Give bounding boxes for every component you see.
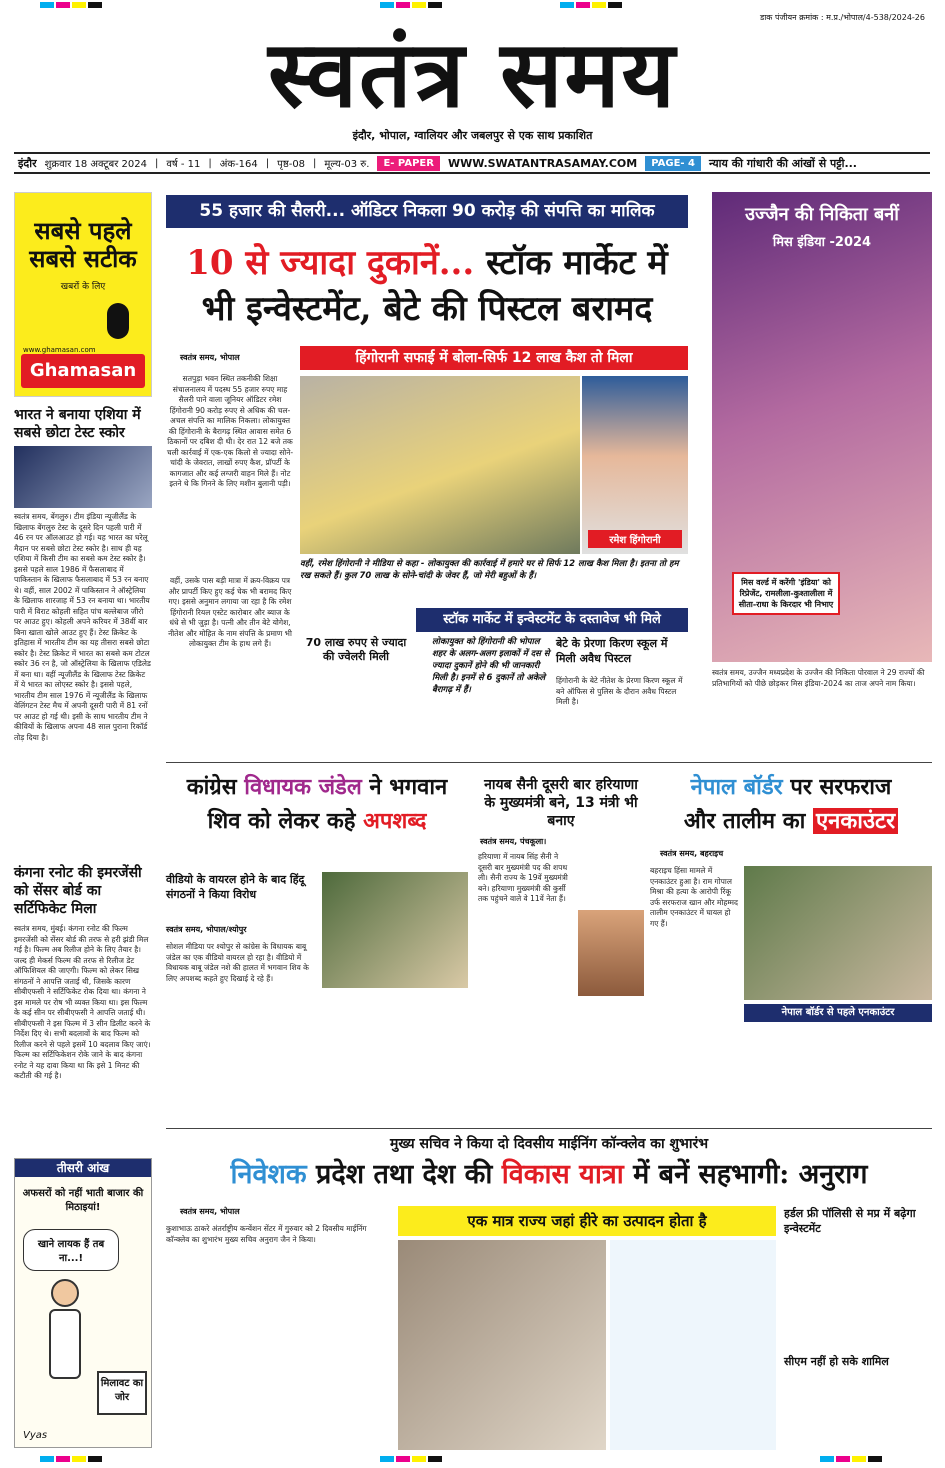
teaser: न्याय की गांधारी की आंखों से पट्टी... <box>709 156 857 170</box>
photo-label: रमेश हिंगोरानी <box>588 530 682 548</box>
pistol-headline: बेटे के प्रेरणा किरण स्कूल में मिली अवैध पिस्टल <box>556 637 668 665</box>
lead-headline-line2: भी इन्वेस्टमेंट, बेटे की पिस्टल बरामद <box>201 289 653 329</box>
mining-side-headline-2: सीएम नहीं हो सके शामिल <box>784 1355 889 1368</box>
kangana-body: स्वतंत्र समय, मुंबई। कंगना रनोट की फिल्म इमरजेंसी को सेंसर बोर्ड की तरफ से हरी झंडी मिल गई है। फिल्म अब रिलीज होने के लिए तैयार है। जल्द ही मेकर्स फिल्म की तरफ से रिलीज डेट ऑफिशियल की जाएगी। फिल्म को लेकर सिख संगठनों ने आपत्ति जताई थी, जिसके कारण सीबीएफसी ने सर्टिफिकेट रोक दिया था। कंगना ने इस मामले पर रोष भी व्यक्त किया था। इस फिल्म के कई सीन पर सीबीएफसी ने आपत्ति जताई थी। सीबीएफसी ने इस फिल्म में 3 सीन डिलीट करने के निर्देश दिए थे। सभी बदलावों के बाद फिल्म को रिलीज करने से पहले इसमें 10 बदलाव किए जाएं। फिल्म का सर्टिफिकेशन रोके जाने के बाद कंगना रनोट ने यह दावा किया था कि इसे 1 मिनट की कटौती की गई है। <box>14 924 151 1080</box>
miss-callout: मिस वर्ल्ड में करेंगी 'इंडिया' को रिप्रेजेंट, रामलीला-कुश्तालीला में सीता-राधा के किरदार भी निभाए <box>732 572 840 615</box>
lead-body-2: वहीं, उसके पास बड़ी मात्रा में क्रय-विक्रय पत्र और प्रापर्टी किए हुए कई चेक भी बरामद किए गए। इससे अनुमान लगाया जा रहा है कि रमेश हिंगोरानी रियल एस्टेट कारोबार और ब्याज के धंधे से भी जुड़ा है। पत्नी और तीन बेटे योगेश, नीतेश और मोहित के नाम संपत्ति के प्रमाण भी लोकायुक्त टीम के हाथ लगे हैं। <box>168 576 292 648</box>
nepal-byline: स्वतंत्र समय, बहराइच <box>660 849 724 858</box>
city: इंदौर <box>18 156 37 170</box>
hingorani-photo <box>582 376 688 554</box>
mining-h-b: प्रदेश तथा देश की <box>316 1159 493 1190</box>
divider <box>166 762 932 763</box>
divider-2 <box>166 1128 932 1129</box>
cricket-headline: भारत ने बनाया एशिया में सबसे छोटा टेस्ट स्कोर <box>14 407 141 441</box>
mining-kicker: मुख्य सचिव ने किया दो दिवसीय माईनिंग कॉन्क्लेव का शुभारंभ <box>389 1136 709 1152</box>
congress-h-a: कांग्रेस <box>186 774 237 800</box>
footer-registration-strip <box>0 1456 945 1464</box>
cartoon-title: तीसरी आंख <box>15 1159 151 1177</box>
adulteration-box: मिलावट का जोर <box>97 1371 147 1415</box>
mouse-icon <box>107 303 129 339</box>
mining-byline: स्वतंत्र समय, भोपाल <box>180 1207 240 1216</box>
nepal-body: बहराइच हिंसा मामले में एनकाउंटर हुआ है। राम गोपाल मिश्रा की हत्या के आरोपी रिंकू उर्फ सरफराज खान और मोहम्मद तालीम एनकाउंटर में घायल हो गए हैं। <box>650 866 739 928</box>
mining-side-headline: हर्डल फ्री पॉलिसी से मप्र में बढ़ेगा इन्वेस्टमेंट <box>784 1207 916 1235</box>
miss-title: उज्जैन की निकिता बनीं <box>745 204 899 225</box>
saini-photo <box>578 910 644 996</box>
mining-h-a: निवेशक <box>230 1159 307 1190</box>
website-url[interactable]: WWW.SWATANTRASAMAY.COM <box>447 156 638 170</box>
nepal-h-c: और तालीम का <box>683 808 806 834</box>
tagline: इंदौर, भोपाल, ग्वालियर और जबलपुर से एक साथ प्रकाशित <box>352 129 593 142</box>
nepal-headline <box>650 770 932 838</box>
price: मूल्य-03 रु. <box>324 159 370 170</box>
congress-h-d: शिव को लेकर कहे <box>207 808 356 834</box>
congress-byline: स्वतंत्र समय, भोपाल/श्योपुर <box>166 925 247 934</box>
mining-h-d: में बनें सहभागी: अनुराग <box>633 1159 868 1190</box>
nepal-h-b: पर सरफराज <box>790 774 892 800</box>
congress-h-e: अपशब्द <box>363 808 427 834</box>
raid-photo <box>300 376 580 554</box>
pages: पृष्ठ-08 <box>277 159 306 170</box>
congress-h-b: विधायक जंडेल <box>244 774 362 800</box>
miss-india-card <box>712 192 932 662</box>
congress-sub: वीडियो के वायरल होने के बाद हिंदू संगठनों ने किया विरोध <box>166 873 305 901</box>
lead-caption: वहीं, रमेश हिंगोरानी ने मीडिया से कहा - लोकायुक्त की कार्रवाई में हमारे घर से सिर्फ 12 लाख कैश मिला है। इतना तो हम रख सकते हैं। कुल 70 लाख के सोने-चांदी के जेवर हैं, जो मेरी बहुओं के हैं। <box>300 559 679 581</box>
saini-body: हरियाणा में नायब सिंह सैनी ने दूसरी बार मुख्यमंत्री पद की शपथ ली। सैनी राज्य के 19वें मुख्यमंत्री बने। हरियाणा मुख्यमंत्री की कुर्सी तक पहुंचने वाले वे 11वें नेता हैं। <box>478 852 568 903</box>
postal-registration: डाक पंजीयन क्रमांक : म.प्र./भोपाल/4-538/2024-26 <box>759 13 925 22</box>
jewel-box: 70 लाख रुपए से ज्यादा की ज्वेलरी मिली <box>305 636 407 663</box>
issue: अंक-164 <box>219 159 258 170</box>
ad-headline-1: सबसे पहले <box>34 216 132 245</box>
pistol-body: हिंगोरानी के बेटे नीतेश के प्रेरणा किरण स्कूल में बने ऑफिस से पुलिस के दौरान अवैध पिस्टल मिली है। <box>556 676 683 706</box>
nepal-photo <box>744 866 932 1000</box>
lead-headline <box>166 240 688 332</box>
year: वर्ष - 11 <box>166 159 201 170</box>
congress-h-c: ने भगवान <box>369 774 448 800</box>
lead-kicker: 55 हजार की सैलरी... ऑडिटर निकला 90 करोड़ की संपत्ति का मालिक <box>166 195 688 228</box>
nepal-photo-caption: नेपाल बॉर्डर से पहले एनकाउंटर <box>744 1004 932 1022</box>
diamond-bar: एक मात्र राज्य जहां हीरे का उत्पादन होता है <box>398 1206 776 1236</box>
speech-bubble: खाने लायक हैं तब ना...! <box>23 1229 119 1271</box>
lead-headline-red: 10 से ज्यादा दुकानें... <box>186 243 475 283</box>
cartoon-caption: अफसरों को नहीं भाती बाजार की मिठाइयां! <box>22 1188 144 1213</box>
cartoonist-signature: Vyas <box>23 1430 48 1441</box>
dateline-bar: इंदौर शुक्रवार 18 अक्टूबर 2024 | वर्ष - 11 | अंक-164 | पृष्ठ-08 | मूल्य-03 रु. E- PAPER WWW.SWATANTRASAMAY.COM PAGE- 4 न्याय की गांधारी की आंखों से पट्टी... <box>14 152 930 174</box>
cartoon-panel <box>14 1158 152 1448</box>
saini-headline: नायब सैनी दूसरी बार हरियाणा के मुख्यमंत्री बने, 13 मंत्री भी बनाए <box>484 777 638 829</box>
congress-headline <box>166 770 468 838</box>
congress-body: सोशल मीडिया पर श्योपुर से कांग्रेस के विधायक बाबू जंडेल का एक वीडियो वायरल हो रहा है। वीडियो में विधायक बाबू जंडेल नशे की हालत में भगवान शिव के लिए अपशब्द कहते हुए दिखाई दे रहे हैं। <box>166 942 309 983</box>
lead-byline: स्वतंत्र समय, भोपाल <box>180 353 240 362</box>
ghamasan-ad[interactable] <box>14 192 152 397</box>
epaper-badge: E- PAPER <box>377 156 439 171</box>
man-figure-icon <box>45 1279 85 1409</box>
kangana-headline: कंगना रनोट की इमरजेंसी को सेंसर बोर्ड का सर्टिफिकेट मिला <box>14 864 152 918</box>
ad-sub: खबरों के लिए <box>60 282 106 292</box>
ad-headline-2: सबसे सटीक <box>29 244 137 273</box>
lead-subbar: हिंगोरानी सफाई में बोला-सिर्फ 12 लाख कैश तो मिला <box>300 346 688 370</box>
cricket-photo <box>14 446 152 508</box>
stock-bar: स्टॉक मार्केट में इन्वेस्टमेंट के दस्तावेज भी मिले <box>416 608 688 632</box>
miss-subtitle: मिस इंडिया -2024 <box>772 235 872 250</box>
mining-side-body <box>610 1240 776 1450</box>
ad-logo: Ghamasan <box>21 354 145 388</box>
miss-body: स्वतंत्र समय, उज्जैन मध्यप्रदेश के उज्जैन की निकिता पोरवाल ने 29 राज्यों की प्रतिभागियों को पीछे छोड़कर मिस इंडिया-2024 का ताज अपने नाम किया। <box>712 668 925 688</box>
mining-photo <box>398 1240 606 1450</box>
mining-headline <box>166 1156 932 1194</box>
nepal-h-a: नेपाल बॉर्डर <box>690 774 783 800</box>
lead-headline-rest: स्टॉक मार्केट में <box>486 243 668 283</box>
stock-body: लोकायुक्त को हिंगोरानी की भोपाल शहर के अलग-अलग इलाकों में दस से ज्यादा दुकानें होने की भी जानकारी मिली है। इनमें से 6 दुकानें तो अकेले बैरागढ़ में हैं। <box>432 637 550 695</box>
lead-body: सतपुड़ा भवन स्थित तकनीकी शिक्षा संचालनालय में पदस्थ 55 हजार रुपए माह सैलरी पाने वाला जूनियर ऑडिटर रमेश हिंगोरानी 90 करोड़ रुपए से अधिक की चल-अचल संपत्ति का मालिक निकला। लोकायुक्त की हिंगोरानी के बैरागढ़ स्थित आवास समेत 6 ठिकानों पर दबिश दी थी। देर रात 12 बजे तक चली कार्रवाई में एक-एक किलो से ज्यादा सोने-चांदी के जेवरात, लाखों रुपए कैश, प्रॉपर्टी के कागजात और कई लग्जरी वाहन मिले हैं। नोट इतने थे कि गिनने के लिए मशीन बुलानी पड़ी। <box>166 374 294 488</box>
mining-body: कुशाभाऊ ठाकरे अंतर्राष्ट्रीय कन्वेंशन सेंटर में गुरुवार को 2 दिवसीय माईनिंग कॉन्क्लेव का शुभारंभ मुख्य सचिव अनुराग जैन ने किया। <box>166 1224 367 1244</box>
registration-strip <box>0 2 945 10</box>
saini-byline: स्वतंत्र समय, पंचकूला। <box>480 837 547 846</box>
masthead: स्वतंत्र समय <box>268 20 677 128</box>
nepal-h-d: एनकाउंटर <box>813 808 898 834</box>
ad-url: www.ghamasan.com <box>23 346 96 354</box>
page-number: PAGE- 4 <box>645 156 701 171</box>
congress-photo <box>322 872 468 988</box>
cricket-body: स्वतंत्र समय, बेंगलुरु। टीम इंडिया न्यूजीलैंड के खिलाफ बेंगलुरु टेस्ट के दूसरे दिन पहली पारी में 46 रन पर ऑलआउट हो गई। यह भारत का घरेलू मैदान पर सबसे छोटा टेस्ट स्कोर है। साथ ही यह एशिया में किसी टीम का सबसे कम टेस्ट स्कोर है। इससे पहले साल 1986 में फैसलाबाद में पाकिस्तान के खिलाफ फैसलाबाद में 53 रन बनाए थे। वहीं, साल 2002 में पाकिस्तान ने ऑस्ट्रेलिया के खिलाफ शारजाह में 53 रन बनाया था। भारतीय पारी में विराट कोहली सहित पांच बल्लेबाज जीरो पर आउट हुए। कोहली अपने करियर में 38वीं बार बिना खाता खोले आउट हुए हैं। टेस्ट क्रिकेट के इतिहास में भारतीय टीम का यह तीसरा सबसे छोटा स्कोर है। टेस्ट क्रिकेट में भारत का सबसे कम टोटल स्कोर 36 रन है, जो ऑस्ट्रेलिया के खिलाफ एडिलेड में बना था। वहीं न्यूजीलैंड के खिलाफ टेस्ट क्रिकेट में ये भारत का लोएस्ट स्कोर है। इससे पहले, भारतीय टीम साल 1976 में न्यूजीलैंड के खिलाफ वेलिंगटन टेस्ट मैच में अपनी दूसरी पारी में 81 रनों पर आउट हो गई थी। इसी के साथ भारतीय टीम ने कीवियों के खिलाफ अपना 48 साल पुराना रिकॉर्ड तोड़ दिया है। <box>14 512 151 742</box>
mining-h-c: विकास यात्रा <box>501 1159 624 1190</box>
date: शुक्रवार 18 अक्टूबर 2024 <box>44 159 147 170</box>
